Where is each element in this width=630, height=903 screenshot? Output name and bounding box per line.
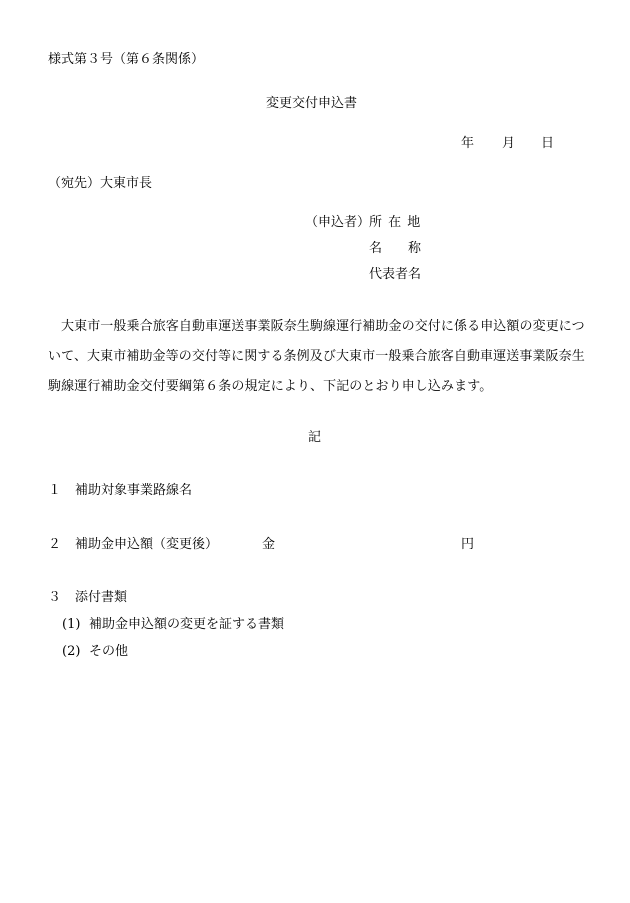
amount-suffix: 円 [461, 537, 475, 552]
date-day-label: 日 [541, 136, 555, 151]
body-paragraph: 大東市一般乗合旅客自動車運送事業阪奈生駒線運行補助金の交付に係る申込額の変更について、大東市補助金等の交付等に関する条例及び大東市一般乗合旅客自動車運送事業阪奈生駒線運行補助金交付要綱第６条の規定により、下記のとおり申し込みます。 [48, 319, 585, 394]
attachment-1-number: (1) [62, 617, 81, 632]
applicant-label: （申込者） [305, 215, 371, 230]
attachment-2-label: その他 [89, 644, 129, 659]
addressee: （宛先）大東市長 [48, 176, 153, 191]
item-1-label: 補助対象事業路線名 [75, 483, 193, 498]
date-month-label: 月 [502, 136, 516, 151]
item-3-label: 添付書類 [75, 590, 128, 605]
item-2-label: 補助金申込額（変更後） [75, 537, 219, 552]
document-title: 変更交付申込書 [266, 96, 358, 111]
form-number: 様式第３号（第６条関係） [48, 52, 205, 67]
ki-heading: 記 [308, 430, 322, 445]
item-3-number: ３ [48, 590, 62, 605]
applicant-address-label: 所 在 地 [369, 215, 422, 230]
amount-prefix: 金 [262, 537, 276, 552]
item-1-number: １ [48, 483, 62, 498]
date-year-label: 年 [461, 136, 475, 151]
item-2-number: ２ [48, 537, 62, 552]
attachment-2-number: (2) [62, 644, 81, 659]
applicant-representative-label: 代表者名 [369, 267, 422, 282]
applicant-name-label: 名 称 [369, 241, 422, 256]
attachment-1-label: 補助金申込額の変更を証する書類 [89, 617, 285, 632]
